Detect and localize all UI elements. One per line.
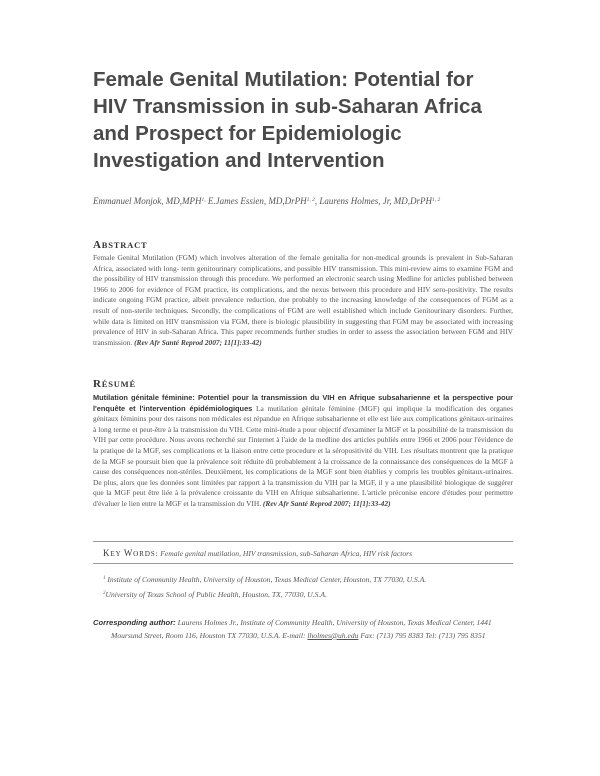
heading-rest: BSTRACT (101, 240, 148, 250)
contact-numbers: Fax: (713) 795 8383 Tel: (713) 795 8351 (358, 630, 486, 640)
keywords-values: Female genital mutilation, HIV transmission, sub-Saharan Africa, HIV risk factors (160, 549, 413, 558)
resume-lead-title: Mutilation génitale féminine: Potentiel pour la transmission du VIH en Afrique subsaharienne et la perspective pour l'enquête et l'intervention épidémiologiques (93, 393, 513, 413)
affiliation-text: Institute of Community Health, University of Houston, Texas Medical Center, Houston, TX 77030, U.S.A. (107, 575, 427, 584)
author-affil-sup: 1, 2 (432, 197, 441, 203)
title-line: and Prospect for Epidemiologic (93, 122, 402, 145)
author-affil-sup: 1, (201, 197, 206, 203)
heading-rest: ÉSUMÉ (101, 379, 136, 389)
affiliation-text: University of Texas School of Public Health, Houston, TX, 77030, U.S.A. (105, 590, 327, 599)
abstract-heading (93, 239, 148, 251)
title-line: HIV Transmission in sub-Saharan Africa (93, 95, 482, 118)
affiliation-sup: 2 (103, 591, 106, 596)
affiliation-item (93, 587, 513, 602)
author-name: Laurens Holmes, Jr, MD,DrPH (319, 196, 433, 206)
heading-initial: R (93, 378, 102, 390)
resume-text: La mutilation génitale féminine (MGF) qui implique la modification des organes génitaux féminins pour des raisons non médicales est répandue en Afrique subsaharienne et elle est liée aux complications génitaux-urinaires à long terme et peut-être à la transmission du VIH. Cette mini-étude a pour objectif d'examiner la MGF et la possibilité de la transmission du VIH par cette procédure. Nous avons recherché sur l'internet à l'aide de la medline des articles publiés entre 1966 et 2006 pour l'évidence de la pratique de la MGF, ses complications et la liaison entre cette procedure et la séropositivité du VIH. Les résultats montrent que la pratique de la MGF se poursuit bien que la prévalence soit réduite dû probablement à la croissance de la connaissance des conséquences de la MGF à cause des conséquences non-stériles. Deuxièment, les complications de la MGF sont bien établies y compris les troubles génitaux-urinaires. De plus, alors que les données sont limitées par rapport à la transmission du VIH par la MGF, il y a une plausibilité biologique de suggérer que la MGF peut être liée à la prévalence croissante du VIH en Afrique subsaharienne. L'article préconise encore d'études pour permettre d'évaluer le lien entre la MGF et la transmission du VIH. (93, 403, 514, 508)
author-name: E.James Essien, MD,DrPH (207, 196, 307, 206)
kw-rest: EY (110, 550, 124, 558)
resume-body (93, 393, 513, 510)
keywords-line (103, 548, 513, 558)
keywords-top-rule (93, 541, 513, 542)
affiliation-sup: 1 (103, 576, 106, 581)
keywords-bottom-rule (93, 563, 513, 564)
abstract-citation: (Rev Afr Santé Reprod 2007; 11[1]:33-42) (134, 337, 262, 347)
author-separator: , (314, 196, 318, 206)
title-line: Investigation and Intervention (93, 149, 385, 172)
author-list (93, 196, 513, 206)
abstract-text: Female Genital Mutilation (FGM) which involves alteration of the female genitalia for non-medical grounds is prevalent in Sub-Saharan Africa, associated with long- term genitourinary complications, and possible HIV transmission. This mini-review aims to examine FGM and the possibility of HIV transmission through this procedure. We performed an electronic search using Medline for articles published between 1966 to 2006 for evidence of FGM practice, its complications, and the nexus between this procedure and HIV sero-positivity. The results indicate ongoing FGM practice, albeit prevalence reduction, due probably to the increasing knowledge of the consequences of FGM as a result of non-sterile techniques. Secondly, the complications of FGM are well established which include Genitourinary disorders. Further, while data is limited on HIV transmission via FGM, there is biologic plausibility in suggesting that FGM may be associated with increasing prevalence of HIV in sub-Saharan Africa. This paper recommends further studies in order to assess the association between FGM and HIV transmission. (93, 253, 513, 347)
abstract-body (93, 253, 513, 348)
paper-title (93, 66, 533, 174)
corresponding-author-label: Corresponding author: (93, 618, 176, 627)
email-link[interactable]: lholmes@uh.edu (307, 630, 359, 640)
author-name: Emmanuel Monjok, MD,MPH (93, 196, 202, 206)
resume-heading (93, 378, 136, 390)
kw-initial: W (123, 548, 134, 558)
affiliations (93, 572, 513, 602)
corresponding-author-details: Laurens Holmes Jr., Institute of Community Health, University of Houston, Texas Medical Center, 1441 Moursund Street, Room 116, Houston TX 77030, U.S.A. E-mail: (111, 618, 492, 640)
keywords-label (103, 550, 158, 558)
title-line: Female Genital Mutilation: Potential for (93, 68, 474, 91)
corresponding-author (93, 617, 513, 643)
heading-initial: A (93, 239, 102, 251)
affiliation-item (93, 572, 513, 587)
author-affil-sup: 1, 2 (306, 197, 315, 203)
resume-citation: (Rev Afr Santé Reprod 2007; 11[1]:33-42) (262, 498, 391, 508)
kw-rest: ORDS: (133, 550, 159, 558)
kw-initial: K (103, 548, 111, 558)
